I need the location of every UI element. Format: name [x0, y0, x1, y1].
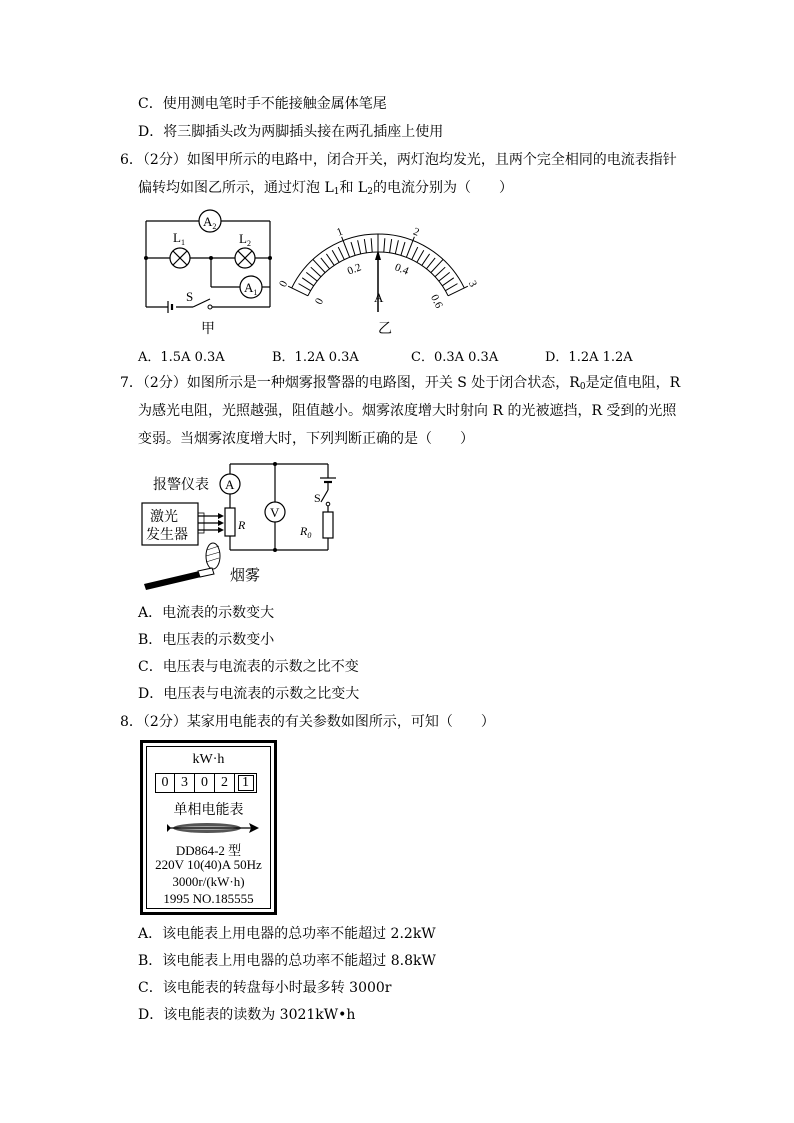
q7-option-a: A．电流表的示数变大 [138, 605, 275, 621]
q7-stem-line3: 变弱。当烟雾浓度增大时，下列判断正确的是（ ） [138, 431, 474, 447]
dial-tick [422, 254, 430, 266]
dial-tick [321, 258, 330, 269]
svg-text:A2: $A_2$ [203, 214, 217, 231]
laser-label-line1: 激光 [150, 509, 178, 525]
dial-tick [412, 247, 418, 260]
q6-stem-line2: 偏转均如图乙所示，通过灯泡 $L_1$和 $L_2$的电流分别为（ ） [138, 180, 513, 197]
meter-digits [155, 773, 257, 793]
q7-stem-line2: 为感光电阻，光照越强，阻值越小。烟雾浓度增大时射向 R 的光被遮挡，R 受到的光照 [138, 403, 677, 419]
dial-bottom-scale-label: 0 [312, 296, 327, 307]
dial-tick [445, 284, 457, 291]
meter-digit: 2 [215, 773, 235, 793]
dial-tick [358, 240, 361, 254]
switch-s-label: S [186, 289, 194, 304]
dial-bottom-scale-label: 0.4 [393, 261, 411, 278]
q7-switch-label: S [314, 491, 321, 505]
l2-label: L [239, 231, 247, 246]
a2-label: A [203, 214, 213, 229]
l1-label: L [173, 230, 181, 245]
svg-text:R0: $R_0$ [300, 524, 312, 540]
q7-ammeter-label: A [225, 477, 235, 492]
a1-label: A [244, 280, 254, 295]
q6-option-a: A．1.5A 0.3A [138, 350, 225, 365]
q6-option-d: D．1.2A 1.2A [545, 350, 633, 365]
dial-tick [332, 250, 339, 262]
q8-stem: 8．（2分）某家用电能表的有关参数如图所示，可知（ ） [120, 714, 495, 730]
q6-figure-yi-dial [277, 212, 479, 322]
meter-serial: 1995 NO.185555 [163, 891, 254, 906]
dial-tick [395, 240, 398, 254]
meter-disc-arrow-icon [165, 819, 261, 837]
dial-top-scale-label: 0 [277, 278, 291, 290]
laser-label-line2: 发生器 [146, 527, 188, 543]
dial-top-scale-label: 3 [465, 278, 479, 290]
prev-option-d: D．将三脚插头改为两脚插头接在两孔插座上使用 [138, 124, 444, 140]
svg-text:A1: $A_1$ [244, 280, 258, 297]
q7-option-d: D．电压表与电流表的示数之比变大 [138, 686, 360, 702]
prev-option-c: C．使用测电笔时手不能接触金属体笔尾 [138, 96, 387, 112]
q7-r0-label: R [300, 524, 308, 538]
meter-spec: 220V 10(40)A 50Hz [155, 857, 262, 872]
dial-bottom-scale-label: 0.2 [345, 261, 363, 278]
dial-tick [351, 242, 355, 255]
dial-tick [426, 258, 435, 269]
dial-tick [302, 278, 314, 286]
dial-top-scale-label: 1 [335, 225, 345, 239]
q6-caption-yi: 乙 [378, 321, 392, 337]
q8-option-c: C．该电能表的转盘每小时最多转 3000r [138, 980, 392, 996]
meter-rev: 3000r/(kW·h) [172, 874, 245, 889]
q8-option-a: A．该电能表上用电器的总功率不能超过 2.2kW [138, 926, 436, 942]
q6-figure-jia-circuit [138, 207, 278, 322]
alarm-meter-label: 报警仪表 [153, 477, 209, 493]
dial-tick [417, 250, 424, 262]
q6-caption-jia: 甲 [201, 321, 215, 337]
q7-r-label: R [238, 518, 246, 532]
q6-option-c: C．0.3A 0.3A [411, 350, 499, 365]
dial-tick [384, 238, 385, 252]
meter-model: DD864-2 型 [175, 843, 242, 858]
q7-option-c: C．电压表与电流表的示数之比不变 [138, 659, 359, 675]
dial-tick [326, 254, 334, 266]
dial-tick [439, 272, 450, 281]
dial-tick [338, 247, 344, 260]
q6-stem-line1: 6．（2分）如图甲所示的电路中，闭合开关，两灯泡均发光，且两个完全相同的电流表指针 [120, 152, 677, 168]
q7-option-b: B．电压表的示数变小 [138, 632, 275, 648]
dial-tick [311, 267, 321, 277]
smoke-label: 烟雾 [230, 566, 261, 584]
meter-digit-decimal: 1 [238, 775, 254, 791]
meter-digit: 3 [175, 773, 195, 793]
svg-text:L2: $L_2$ [239, 231, 251, 248]
smoke-icon [206, 543, 220, 569]
meter-digit: 0 [155, 773, 175, 793]
dial-bottom-scale-label: 0.6 [428, 292, 445, 311]
dial-tick [442, 278, 454, 286]
dial-tick [390, 239, 392, 253]
dial-tick [435, 267, 445, 277]
dial-tick [299, 284, 311, 291]
dial-tick [306, 272, 317, 281]
dial-tick [364, 239, 366, 253]
dial-top-scale-label: 2 [411, 225, 421, 239]
meter-title: 单相电能表 [173, 802, 244, 818]
q7-voltmeter-label: V [270, 505, 280, 520]
dial-tick [401, 242, 405, 255]
q6-option-b: B．1.2A 0.3A [272, 350, 359, 365]
dial-unit-label: A [374, 290, 384, 305]
meter-unit: kW·h [192, 752, 225, 767]
svg-text:L1: $L_1$ [173, 230, 185, 247]
q7-stem-line1: 7．（2分）如图所示是一种烟雾报警器的电路图，开关 S 处于闭合状态，$R_0$是定值电阻，R [120, 375, 681, 392]
energy-meter-frame [140, 740, 277, 915]
q8-option-b: B．该电能表上用电器的总功率不能超过 8.8kW [138, 953, 436, 969]
q8-option-d: D．该电能表的读数为 3021kW•h [138, 1007, 356, 1023]
dial-tick [371, 238, 372, 252]
meter-digit: 0 [195, 773, 215, 793]
